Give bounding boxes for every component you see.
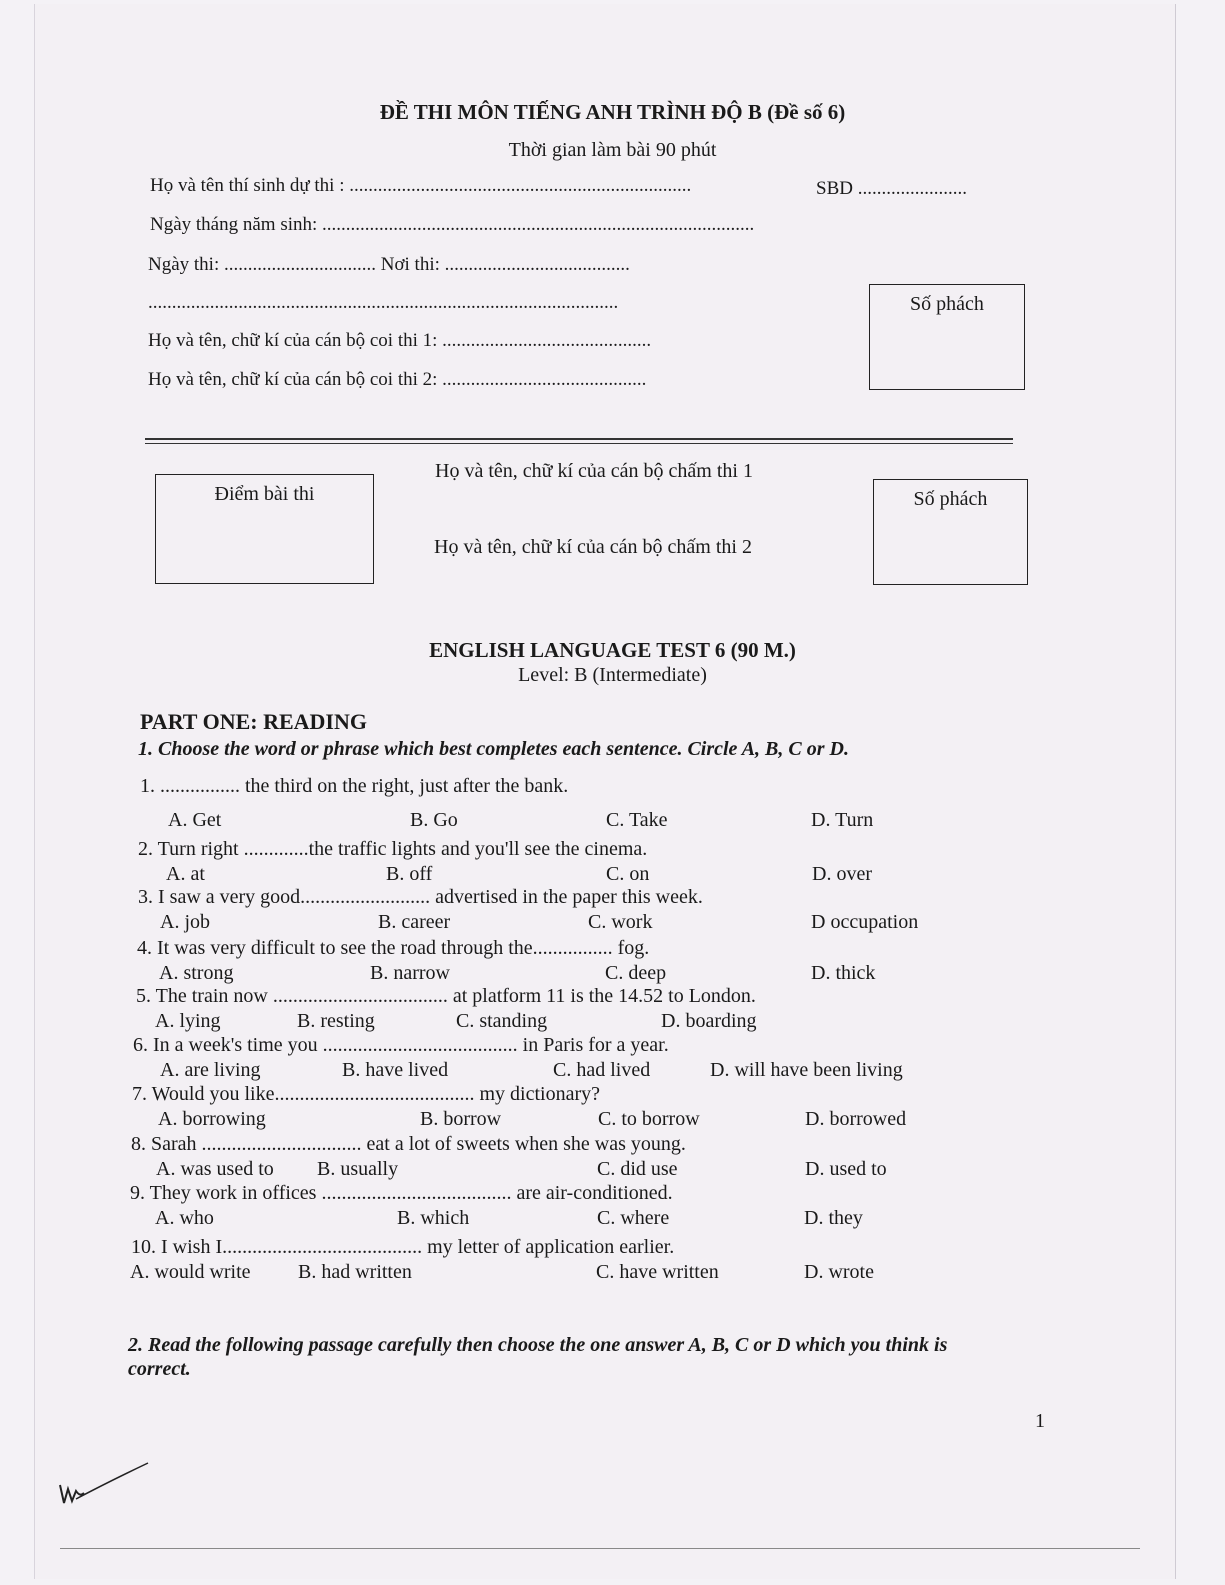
page-number: 1 xyxy=(1035,1410,1045,1432)
test-level: Level: B (Intermediate) xyxy=(518,664,707,686)
question-7-text: 7. Would you like........................................ my dictionary? xyxy=(132,1083,600,1105)
question-3-option-d[interactable]: D occupation xyxy=(811,911,919,933)
question-7-option-a[interactable]: A. borrowing xyxy=(158,1108,266,1130)
grader-2-label: Họ và tên, chữ kí của cán bộ chấm thi 2 xyxy=(434,536,752,558)
question-6-text: 6. In a week's time you ....................................... in Paris for a year. xyxy=(133,1034,669,1056)
question-10-option-a[interactable]: A. would write xyxy=(130,1261,251,1283)
score-label: Điểm bài thi xyxy=(214,483,315,505)
test-title: ENGLISH LANGUAGE TEST 6 (90 M.) xyxy=(429,638,796,662)
question-3-text: 3. I saw a very good.......................... advertised in the paper this week. xyxy=(138,886,703,908)
question-9-option-b[interactable]: B. which xyxy=(397,1207,470,1229)
separator-line-2 xyxy=(145,443,1013,444)
so-phach-label-bottom: Số phách xyxy=(913,488,988,510)
question-1-option-a[interactable]: A. Get xyxy=(168,809,222,831)
blank-line: ................................................................................................... xyxy=(148,292,619,313)
question-4-option-b[interactable]: B. narrow xyxy=(370,962,450,984)
handwritten-mark-icon xyxy=(56,1455,156,1515)
exam-date-place-line: Ngày thi: ................................ Nơi thi: ....................................... xyxy=(148,254,630,275)
question-3-option-c[interactable]: C. work xyxy=(588,911,653,933)
invigilator-2-line: Họ và tên, chữ kí của cán bộ coi thi 2: ........................................... xyxy=(148,369,647,390)
question-6-option-c[interactable]: C. had lived xyxy=(553,1059,651,1081)
part-heading: PART ONE: READING xyxy=(140,709,367,734)
question-4-option-a[interactable]: A. strong xyxy=(159,962,234,984)
question-2-option-b[interactable]: B. off xyxy=(386,863,433,885)
question-10-option-d[interactable]: D. wrote xyxy=(804,1261,874,1283)
question-9-text: 9. They work in offices ...................................... are air-conditioned. xyxy=(130,1182,673,1204)
question-5-option-d[interactable]: D. boarding xyxy=(661,1010,757,1032)
question-1-option-c[interactable]: C. Take xyxy=(606,809,668,831)
instruction-2-line-1: 2. Read the following passage carefully then choose the one answer A, B, C or D which you think is xyxy=(128,1334,948,1356)
exam-title: ĐỀ THI MÔN TIẾNG ANH TRÌNH ĐỘ B (Đề số 6) xyxy=(379,100,846,124)
question-4-option-d[interactable]: D. thick xyxy=(811,962,876,984)
question-8-option-c[interactable]: C. did use xyxy=(597,1158,678,1180)
question-8-option-d[interactable]: D. used to xyxy=(805,1158,887,1180)
so-phach-label-top: Số phách xyxy=(910,293,984,315)
question-2-option-d[interactable]: D. over xyxy=(812,863,872,885)
instruction-1: 1. Choose the word or phrase which best completes each sentence. Circle A, B, C or D. xyxy=(138,738,849,760)
score-box xyxy=(155,474,374,584)
question-6-option-d[interactable]: D. will have been living xyxy=(710,1059,903,1081)
grader-1-label: Họ và tên, chữ kí của cán bộ chấm thi 1 xyxy=(435,460,753,482)
dob-line: Ngày tháng năm sinh: ........................................................................................... xyxy=(150,214,755,235)
question-2-text: 2. Turn right .............the traffic lights and you'll see the cinema. xyxy=(138,838,648,860)
question-9-option-d[interactable]: D. they xyxy=(804,1207,863,1229)
question-5-option-b[interactable]: B. resting xyxy=(297,1010,375,1032)
question-7-option-b[interactable]: B. borrow xyxy=(420,1108,502,1130)
question-9-option-a[interactable]: A. who xyxy=(155,1207,214,1229)
bottom-rule xyxy=(60,1548,1140,1549)
question-10-option-b[interactable]: B. had written xyxy=(298,1261,412,1283)
question-10-option-c[interactable]: C. have written xyxy=(596,1261,719,1283)
exam-time: Thời gian làm bài 90 phút xyxy=(508,139,717,161)
question-3-option-a[interactable]: A. job xyxy=(160,911,210,933)
question-4-text: 4. It was very difficult to see the road through the................ fog. xyxy=(137,937,650,959)
question-8-option-b[interactable]: B. usually xyxy=(317,1158,399,1180)
instruction-2-line-2: correct. xyxy=(128,1358,191,1380)
question-8-option-a[interactable]: A. was used to xyxy=(156,1158,274,1180)
sbd-line: SBD ....................... xyxy=(816,178,967,199)
question-6-option-b[interactable]: B. have lived xyxy=(342,1059,449,1081)
question-5-option-a[interactable]: A. lying xyxy=(155,1010,221,1032)
question-6-option-a[interactable]: A. are living xyxy=(160,1059,261,1081)
question-1-option-d[interactable]: D. Turn xyxy=(811,809,874,831)
question-2-option-c[interactable]: C. on xyxy=(606,863,650,885)
so-phach-box-top xyxy=(869,284,1025,390)
question-7-option-d[interactable]: D. borrowed xyxy=(805,1108,907,1130)
question-9-option-c[interactable]: C. where xyxy=(597,1207,670,1229)
question-2-option-a[interactable]: A. at xyxy=(166,863,205,885)
question-3-option-b[interactable]: B. career xyxy=(378,911,451,933)
separator-line xyxy=(145,438,1013,440)
candidate-name-line: Họ và tên thí sinh dự thi : ........................................................................ xyxy=(150,175,692,196)
question-4-option-c[interactable]: C. deep xyxy=(605,962,667,984)
so-phach-box-bottom xyxy=(873,479,1028,585)
question-10-text: 10. I wish I........................................ my letter of application earlier. xyxy=(131,1236,675,1258)
question-7-option-c[interactable]: C. to borrow xyxy=(598,1108,700,1130)
question-5-text: 5. The train now ................................... at platform 11 is the 14.52 to London. xyxy=(136,985,756,1007)
question-5-option-c[interactable]: C. standing xyxy=(456,1010,548,1032)
question-1-option-b[interactable]: B. Go xyxy=(410,809,458,831)
question-8-text: 8. Sarah ................................ eat a lot of sweets when she was young. xyxy=(131,1133,686,1155)
invigilator-1-line: Họ và tên, chữ kí của cán bộ coi thi 1: ............................................ xyxy=(148,330,652,351)
question-1-text: 1. ................ the third on the right, just after the bank. xyxy=(140,775,569,797)
